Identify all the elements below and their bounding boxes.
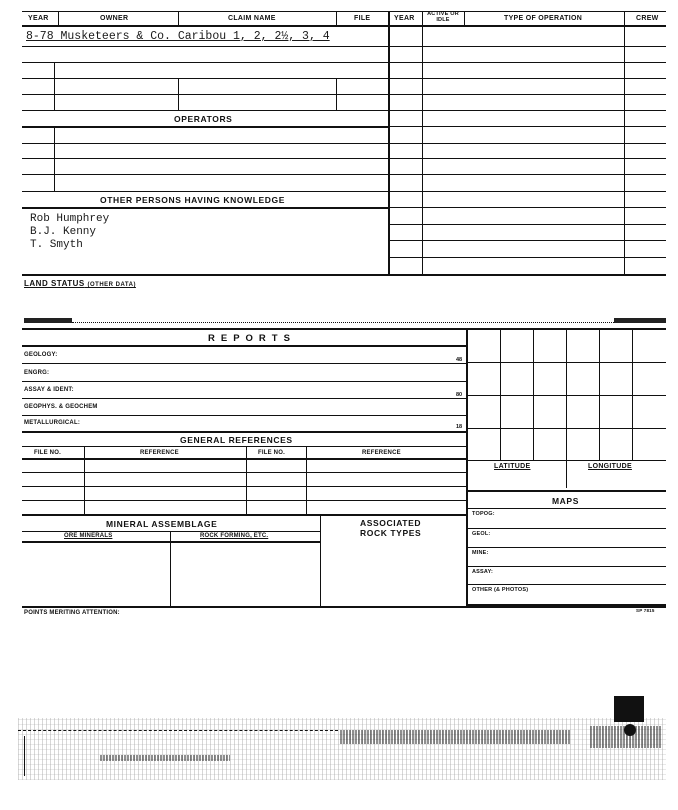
header-type-of-operation: TYPE OF OPERATION xyxy=(504,15,583,22)
maps-row-label: MINE: xyxy=(472,550,489,556)
report-row-label: ASSAY & IDENT: xyxy=(24,387,74,393)
ore-minerals-header: ORE MINERALS xyxy=(64,533,113,539)
latitude-label: LATITUDE xyxy=(494,463,531,470)
person-name: B.J. Kenny xyxy=(30,226,97,238)
land-status-heading xyxy=(24,279,136,288)
other-persons-title: OTHER PERSONS HAVING KNOWLEDGE xyxy=(100,195,286,205)
report-row-label: GEOLOGY: xyxy=(24,352,58,358)
maps-title: MAPS xyxy=(552,496,579,506)
header-file: FILE xyxy=(354,15,371,22)
form-code: SP 7815 xyxy=(636,608,655,613)
maps-row-label: TOPOG: xyxy=(472,511,495,517)
maps-row-label: ASSAY: xyxy=(472,569,494,575)
header-year: YEAR xyxy=(28,15,49,22)
points-meriting-attention: POINTS MERITING ATTENTION: xyxy=(24,610,120,616)
land-status-subtitle: (OTHER DATA) xyxy=(87,282,136,288)
header-active-or-idle: ACTIVE OR IDLE xyxy=(427,11,459,23)
reports-title: REPORTS xyxy=(208,333,296,344)
person-name: T. Smyth xyxy=(30,239,83,251)
person-name: Rob Humphrey xyxy=(30,213,110,225)
report-row-number: 80 xyxy=(456,392,463,398)
maps-row-label: GEOL: xyxy=(472,531,491,537)
header-owner: OWNER xyxy=(100,15,129,22)
header-crew: CREW xyxy=(636,15,659,22)
header-year-2: YEAR xyxy=(394,15,415,22)
file-no-header: FILE NO. xyxy=(34,450,61,456)
header-claim-name: CLAIM NAME xyxy=(228,15,276,22)
claim-entry-line: 8-78 Musketeers & Co. Caribou 1, 2, 2½, 3, 4 xyxy=(26,30,330,43)
mineral-assemblage-title: MINERAL ASSEMBLAGE xyxy=(106,519,218,529)
associated-rock-types-line1: ASSOCIATED xyxy=(360,518,422,528)
general-references-title: GENERAL REFERENCES xyxy=(180,435,293,445)
rock-forming-header: ROCK FORMING, ETC. xyxy=(200,533,269,539)
report-row-number: 48 xyxy=(456,357,463,363)
longitude-label: LONGITUDE xyxy=(588,463,632,470)
report-row-label: ENGRG: xyxy=(24,370,50,376)
file-no-header: FILE NO. xyxy=(258,450,285,456)
reference-header: REFERENCE xyxy=(362,450,401,456)
report-row-label: GEOPHYS. & GEOCHEM xyxy=(24,404,98,410)
report-row-number: 18 xyxy=(456,424,463,430)
maps-row-label: OTHER (& PHOTOS) xyxy=(472,587,529,593)
report-row-label: METALLURGICAL: xyxy=(24,420,81,426)
associated-rock-types-line2: ROCK TYPES xyxy=(360,528,422,538)
land-status-title: LAND STATUS xyxy=(24,279,85,288)
reference-header: REFERENCE xyxy=(140,450,179,456)
operators-title: OPERATORS xyxy=(174,114,233,124)
